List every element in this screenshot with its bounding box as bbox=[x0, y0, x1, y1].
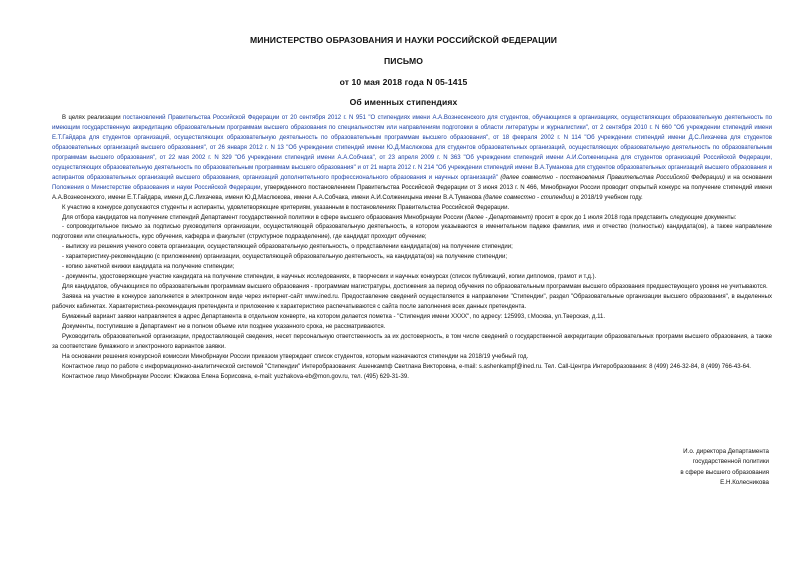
document-type: ПИСЬМО bbox=[384, 56, 423, 66]
signature-line: государственной политики bbox=[692, 458, 769, 466]
paragraph-documents-request bbox=[52, 214, 772, 224]
paragraph-contact-interobrazovanie: Контактное лицо по работе с информационно-аналитической системой "Стипендии" Интеробразования: Ашенкампф Светлана Викторовна, e-mail: s.ashenkampf@ined.ru. Тел. Call-Центра Интеробразования: 8 (499) 246-32-84, 8 (499) 766-43-64. bbox=[62, 363, 751, 370]
list-item: - выписку из решения ученого совета организации, осуществляющей образовательную деятельность, о представлении кандидата(ов) на получение стипендии; bbox=[62, 244, 513, 251]
signature-line: в сфере высшего образования bbox=[680, 468, 769, 476]
paragraph-eligibility: К участию в конкурсе допускаются студенты и аспиранты, удовлетворяющие критериям, указанным в постановлениях Правительства Российской Федерации. bbox=[62, 204, 510, 211]
document-subject: Об именных стипендиях bbox=[349, 97, 458, 107]
paragraph-application-online: Заявка на участие в конкурсе заполняется в электронном виде через интернет-сайт www.ined.ru. Предоставление сведений осуществляется в направлении "Стипендии", раздел "Образовательные организации высшего образования", в выделенных рабочих кабинетах. Характеристика-рекомендация претендента и приложение к характеристике распечатываются с сайта после заполнения всех данных претендента. bbox=[52, 294, 772, 311]
list-item: - характеристику-рекомендацию (с приложением) организации, осуществляющей образовательную деятельность, на кандидата(ов) на получение стипендии; bbox=[62, 254, 508, 261]
paragraph-intro bbox=[52, 114, 772, 204]
document-body bbox=[52, 114, 772, 383]
paragraph-late-documents: Документы, поступившие в Департамент не в полном объеме или позднее указанного срока, не рассматриваются. bbox=[62, 324, 386, 331]
document-date-number: от 10 мая 2018 года N 05-1415 bbox=[339, 77, 468, 87]
list-item: - сопроводительное письмо за подписью руководителя организации, осуществляющей образовательную деятельность, в котором указываются в именительном падеже фамилия, имя и отчество (полностью) кандидата(ов), а также направление подготовки или специальность, курс обучения, кафедра и факультет (структурное подразделение), где кандидат проходит обучение; bbox=[52, 224, 772, 241]
intro-mid: и на основании bbox=[724, 174, 773, 181]
paragraph-decision: На основании решения конкурсной комиссии Минобрнауки России приказом утверждает список студентов, которым назначаются стипендии на 2018/19 учебный год. bbox=[62, 353, 529, 360]
link-government-decrees[interactable]: постановлений Правительства Российской Федерации от 20 сентября 2012 г. N 951 "О стипендиях имени А.А.Вознесенского для студентов, обучающихся в организациях, осуществляющих образовательную деятельность по имеющим государственную аккредитацию образовательным программам высшего образования по специальностям или направлениям подготовки в области литературы и журналистики", от 2 сентября 2010 г. N 660 "Об учреждении стипендий имени Е.Т.Гайдара для студентов организаций, осуществляющих образовательную деятельность по образовательным программам высшего образования", от 18 февраля 2002 г. N 114 "Об учреждении стипендий имени Д.С.Лихачева для студентов образовательных организаций высшего образования", от 26 января 2012 г. N 13 "Об учреждении стипендий имени Ю.Д.Маслюкова для студентов образовательных организаций, осуществляющих образовательную деятельность по образовательным программам высшего образования", от 22 мая 2002 г. N 329 "Об учреждении стипендий имени А.А.Собчака", от 23 апреля 2009 г. N 363 "Об учреждении стипендий имени А.И.Солженицына для студентов организаций Российской Федерации, осуществляющих образовательную деятельность по образовательным программам высшего образования" и от 21 марта 2012 г. N 214 "Об учреждении стипендий имени В.А.Туманова для студентов образовательных организаций высшего образования и аспирантов образовательных организаций высшего образования, организаций дополнительного профессионального образования и научных организаций" bbox=[52, 115, 772, 181]
intro-end: в 2018/19 учебном году. bbox=[574, 194, 643, 201]
paragraph-paper-version: Бумажный вариант заявки направляется в адрес Департамента в отдельном конверте, на котором делается пометка - "Стипендия имени ХХХХ", по адресу: 125993, г.Москва, ул.Тверская, д.11. bbox=[62, 314, 606, 321]
intro-italic-stipends: (далее совместно - стипендии) bbox=[483, 194, 575, 201]
signature-name: Е.Н.Колесникова bbox=[720, 479, 769, 487]
paragraph-responsibility: Руководитель образовательной организации, предоставляющей сведения, несет персональную ответственность за их достоверность, в том числе сведений о государственной аккредитации образовательных программ высшего образования, а также за соответствие бумажного и электронного вариантов заявки. bbox=[52, 333, 772, 350]
request-end: просит в срок до 1 июля 2018 года представить следующие документы: bbox=[532, 214, 737, 221]
list-item: - документы, удостоверяющие участие кандидата на получение стипендии, в научных исследованиях, в творческих и научных конкурсах (список публикаций, копии дипломов, грамот и т.д.). bbox=[62, 274, 597, 281]
intro-italic-note: (далее совместно - постановления Правительства Российской Федерации) bbox=[497, 174, 725, 181]
request-italic: (далее - Департамент) bbox=[464, 214, 533, 221]
paragraph-masters-note: Для кандидатов, обучающихся по образовательным программам высшего образования - программам магистратуры, достижения за период обучения по образовательным программам высшего образования предшествующего уровня не учитываются. bbox=[62, 284, 768, 291]
intro-lead: В целях реализации bbox=[62, 115, 124, 121]
signature-line: И.о. директора Департамента bbox=[683, 448, 769, 455]
signature-block bbox=[619, 447, 769, 489]
link-ministry-regulation[interactable]: Положения о Министерстве образования и науки Российской Федерации bbox=[52, 184, 261, 191]
paragraph-contact-ministry: Контактное лицо Минобрнауки России: Южакова Елена Борисовна, e-mail: yuzhakova-eb@mon.gov.ru, тел. (495) 629-31-39. bbox=[62, 373, 409, 380]
intro-tail: , утвержденного постановлением Правительства Российской Федерации от 3 июня 2013 г. N 466, Минобрнауки России проводит открытый конкурс на получение стипендий имени А.А.Вознесенского, имени Е.Т.Гайдара, имени Д.С.Лихачева, имени Ю.Д.Маслюкова, имени А.А.Собчака, имени А.И.Солженицына имени В.А.Туманова bbox=[52, 184, 772, 201]
ministry-title: МИНИСТЕРСТВО ОБРАЗОВАНИЯ И НАУКИ РОССИЙСКОЙ ФЕДЕРАЦИИ bbox=[249, 35, 558, 45]
list-item: - копию зачетной книжки кандидата на получение стипендии; bbox=[62, 264, 235, 271]
request-text: Для отбора кандидатов на получение стипендий Департамент государственной политики в сфере высшего образования Минобрнауки России bbox=[62, 214, 465, 221]
